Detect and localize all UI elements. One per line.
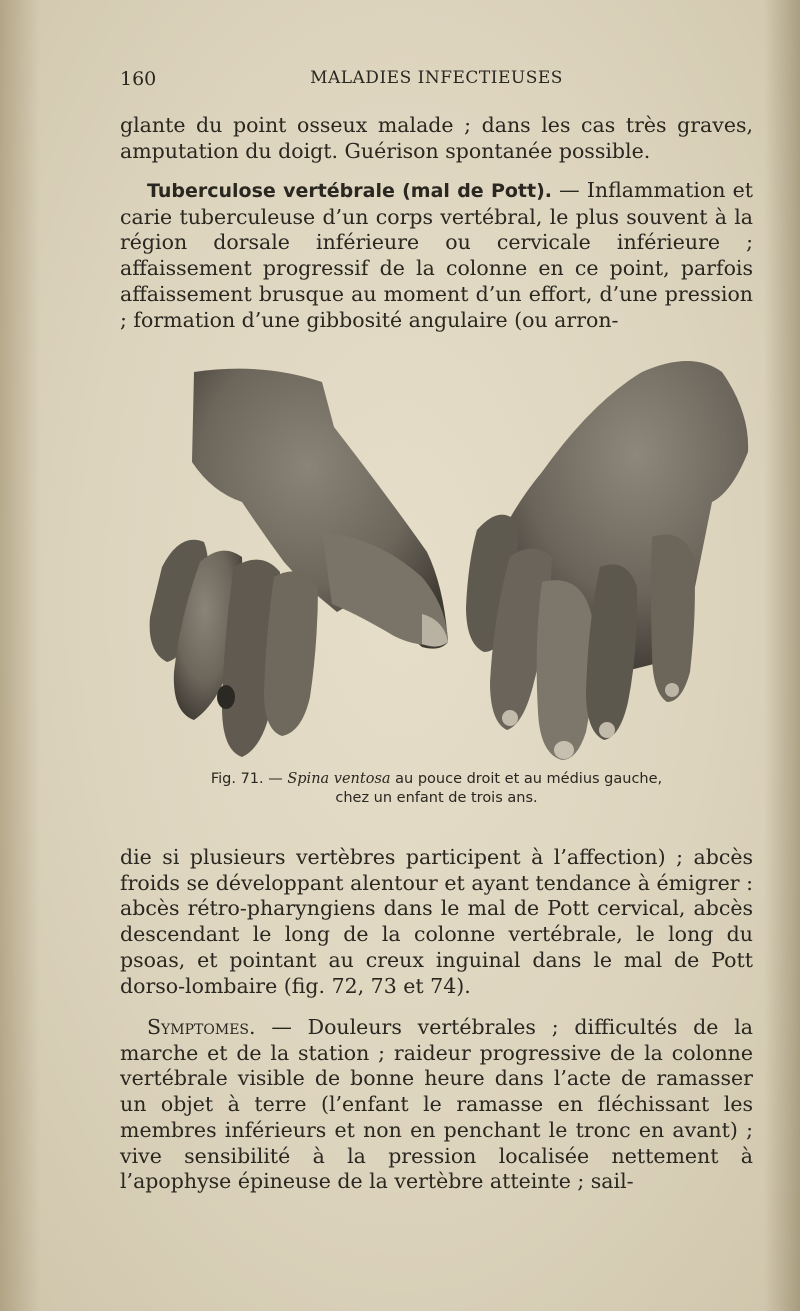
caption-line-1 — [120, 770, 753, 789]
paragraph-symptomes-text: — Douleurs vertébrales ; difficultés de la marche et de la station ; raideur progressive de la colonne vertébrale visible de bonne heure dans l’acte de ramasser un objet à terre (l’enfant le ramasse en fléchissant les membres inférieurs et non en penchant le tronc en avant) ; vive sensibilité à la pression localisée nettement à l’apophyse épineuse de la vertèbre atteinte ; sail- — [120, 1015, 753, 1194]
paragraph-pott-text: — Inflammation et carie tuberculeuse d’un corps vertébral, le plus souvent à la région dorsale inférieure ou cervicale inférieure ; affaissement progressif de la colonne en ce point, parfois affaissement brusque au moment d’un effort, d’une pression ; formation d’une gibbosité angulaire (ou arron- — [120, 178, 753, 332]
page-header — [120, 68, 753, 92]
page-number: 160 — [120, 68, 157, 90]
page-edge-shadow-left — [0, 0, 40, 1311]
caption-line-2: chez un enfant de trois ans. — [335, 790, 538, 806]
figure-caption — [120, 770, 753, 808]
section-heading-symptomes: Symptomes. — [147, 1015, 256, 1039]
hands-illustration — [122, 352, 752, 762]
caption-italic-term: Spina ventosa — [287, 771, 391, 787]
paragraph-3: die si plusieurs vertèbres participent à l’affection) ; abcès froids se développant alentour et ayant tendance à émigrer : abcès rétro-pharyngiens dans le mal de Pott cervical, abcès descendant le long de la colonne vertébrale, le long du psoas, et pointant au creux inguinal dans le mal de Pott dorso-lombaire (fig. 72, 73 et 74). — [120, 845, 753, 998]
page-edge-shadow-right — [764, 0, 800, 1311]
right-hand-figure — [466, 361, 748, 760]
running-title: MALADIES INFECTIEUSES — [310, 68, 563, 88]
section-heading-pott: Tuberculose vertébrale (mal de Pott). — [147, 180, 552, 202]
paragraph-symptomes — [120, 1015, 753, 1195]
figure-hands-photo — [122, 352, 752, 762]
caption-fig-label: Fig. 71. — — [210, 771, 288, 787]
paragraph-pott — [120, 178, 753, 333]
paragraph-1: glante du point osseux malade ; dans les cas très graves, amputation du doigt. Guérison spontanée possible. — [120, 113, 753, 163]
caption-rest: au pouce droit et au médius gauche, — [390, 771, 663, 787]
left-hand-figure — [150, 369, 448, 757]
